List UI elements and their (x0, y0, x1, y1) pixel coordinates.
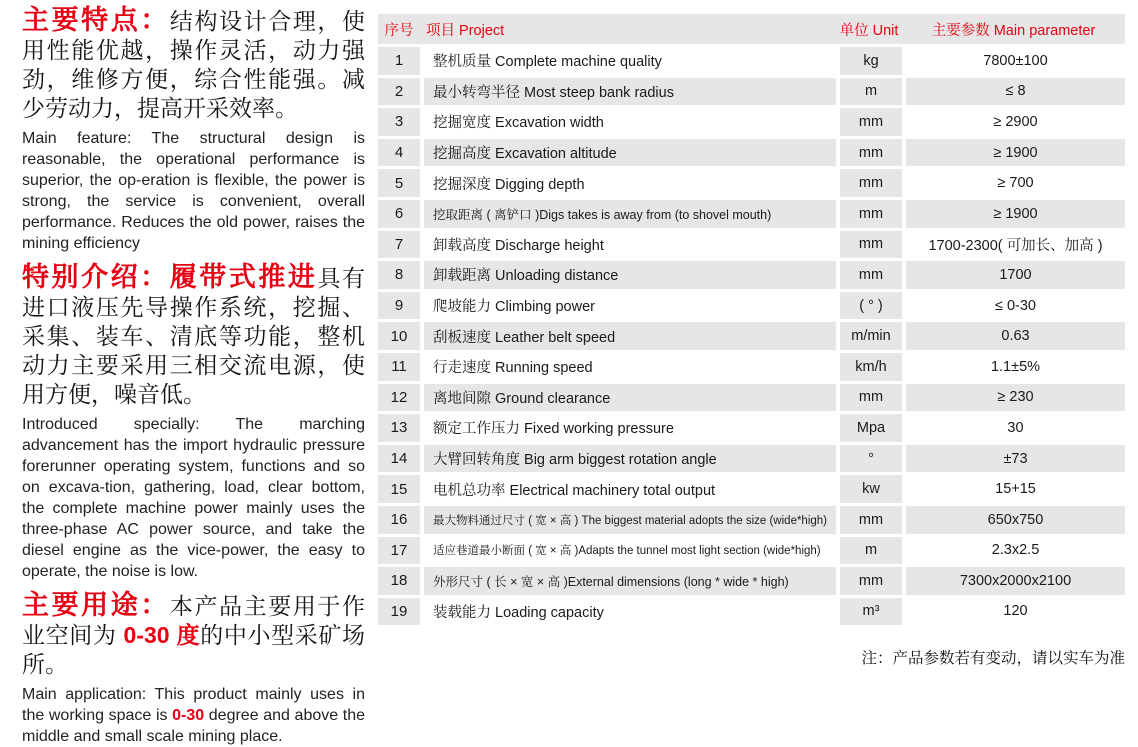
spec-table-body (378, 47, 1125, 625)
cell-param: ≤ 8 (906, 78, 1125, 106)
cell-no: 4 (378, 139, 420, 167)
table-row (378, 506, 1125, 534)
cell-project: 最小转弯半径 Most steep bank radius (424, 78, 836, 106)
cell-unit: mm (840, 108, 902, 136)
table-row (378, 567, 1125, 595)
text-segment: 本产品主要用于作业空间为 (22, 593, 366, 648)
cell-project: 爬坡能力 Climbing power (424, 292, 836, 320)
cell-param: 2.3x2.5 (906, 537, 1125, 565)
text-segment: degree and above the middle and small scale mining place. (22, 707, 365, 745)
header-param: 主要参数 Main parameter (931, 22, 1096, 39)
cell-unit: Mpa (840, 414, 902, 442)
cell-unit: m/min (840, 322, 902, 350)
cell-unit: m³ (840, 598, 902, 626)
table-row (378, 169, 1125, 197)
cell-unit: m (840, 78, 902, 106)
table-row (378, 78, 1125, 106)
cell-project: 适应巷道最小断面 ( 宽 × 高 )Adapts the tunnel most light section (wide*high) (424, 537, 836, 565)
main-features-en (22, 128, 365, 254)
text-segment: 0-30 度 (123, 622, 201, 648)
cell-no: 3 (378, 108, 420, 136)
section-heading: 主要用途： (22, 590, 170, 620)
cell-no: 6 (378, 200, 420, 228)
table-row (378, 47, 1125, 75)
table-row (378, 475, 1125, 503)
cell-unit: ( ° ) (840, 292, 902, 320)
cell-project: 行走速度 Running speed (424, 353, 836, 381)
section-heading: 特别介绍：履带式推进 (22, 262, 318, 292)
cell-no: 5 (378, 169, 420, 197)
cell-project: 卸载高度 Discharge height (424, 231, 836, 259)
cell-param: ≥ 2900 (906, 108, 1125, 136)
cell-no: 14 (378, 445, 420, 473)
cell-no: 9 (378, 292, 420, 320)
cell-param: 1700 (906, 261, 1125, 289)
cell-no: 18 (378, 567, 420, 595)
spec-table-header (378, 14, 1125, 44)
cell-param: ≤ 0-30 (906, 292, 1125, 320)
table-row (378, 414, 1125, 442)
cell-unit: mm (840, 384, 902, 412)
table-row (378, 261, 1125, 289)
cell-param: 1700-2300( 可加长、加高 ) (906, 231, 1125, 259)
cell-unit: m (840, 537, 902, 565)
table-row (378, 322, 1125, 350)
special-intro-cn (22, 263, 365, 409)
cell-no: 1 (378, 47, 420, 75)
cell-project: 大臂回转角度 Big arm biggest rotation angle (424, 445, 836, 473)
table-row (378, 139, 1125, 167)
features-text-panel (22, 6, 365, 747)
cell-unit: mm (840, 567, 902, 595)
text-segment: 0-30 (172, 707, 205, 724)
cell-param: 1.1±5% (906, 353, 1125, 381)
cell-no: 19 (378, 598, 420, 626)
cell-project: 挖掘宽度 Excavation width (424, 108, 836, 136)
cell-param: ≥ 1900 (906, 139, 1125, 167)
cell-param: 7800±100 (906, 47, 1125, 75)
table-row (378, 108, 1125, 136)
table-row (378, 445, 1125, 473)
text-segment: Main application: This product mainly uses in the working space is (22, 686, 365, 724)
cell-param: 650x750 (906, 506, 1125, 534)
table-row (378, 292, 1125, 320)
cell-unit: mm (840, 139, 902, 167)
cell-project: 刮板速度 Leather belt speed (424, 322, 836, 350)
header-no: 序号 (384, 22, 414, 39)
footnote: 注：产品参数若有变动，请以实车为准 (861, 650, 1125, 668)
cell-unit: mm (840, 169, 902, 197)
table-row (378, 231, 1125, 259)
text-segment: Introduced specially: The marching advancement has the import hydraulic pressure forerunner operating system, functions and so on excava-tion, gathering, load, clear bottom, the complete machine power mainly uses the three-phase AC power source, and take the diesel engine as the vice-power, the easy to operate, the noise is low. (22, 416, 365, 580)
cell-project: 额定工作压力 Fixed working pressure (424, 414, 836, 442)
cell-no: 15 (378, 475, 420, 503)
cell-no: 11 (378, 353, 420, 381)
text-segment: Main feature: The structural design is reasonable, the operational performance is superior, the op-eration is flexible, the power is strong, the service is convenient, overall performance. Reduces the old power, raises the mining efficiency (22, 130, 365, 252)
table-row (378, 598, 1125, 626)
main-application-cn (22, 591, 365, 679)
spec-table (378, 14, 1125, 668)
cell-no: 16 (378, 506, 420, 534)
cell-param: 7300x2000x2100 (906, 567, 1125, 595)
cell-project: 挖掘深度 Digging depth (424, 169, 836, 197)
header-project: 项目 Project (426, 22, 505, 39)
cell-param: ≥ 1900 (906, 200, 1125, 228)
text-segment: 具有进口液压先导操作系统，挖掘、采集、装车、清底等功能，整机动力主要采用三相交流电源，使用方便，噪音低。 (22, 265, 366, 407)
cell-param: 0.63 (906, 322, 1125, 350)
cell-project: 离地间隙 Ground clearance (424, 384, 836, 412)
cell-no: 8 (378, 261, 420, 289)
cell-project: 卸载距离 Unloading distance (424, 261, 836, 289)
special-intro-en (22, 414, 365, 582)
main-application-en (22, 684, 365, 747)
cell-no: 13 (378, 414, 420, 442)
header-unit: 单位 Unit (839, 22, 899, 39)
cell-project: 挖掘高度 Excavation altitude (424, 139, 836, 167)
cell-unit: kw (840, 475, 902, 503)
text-segment: 的中小型采矿场所。 (22, 622, 366, 677)
cell-unit: km/h (840, 353, 902, 381)
section-heading: 主要特点： (22, 5, 170, 35)
cell-param: ±73 (906, 445, 1125, 473)
cell-project: 整机质量 Complete machine quality (424, 47, 836, 75)
cell-no: 12 (378, 384, 420, 412)
cell-param: 120 (906, 598, 1125, 626)
cell-no: 10 (378, 322, 420, 350)
cell-param: 30 (906, 414, 1125, 442)
cell-unit: mm (840, 200, 902, 228)
table-row (378, 384, 1125, 412)
cell-unit: kg (840, 47, 902, 75)
cell-unit: mm (840, 261, 902, 289)
cell-project: 装载能力 Loading capacity (424, 598, 836, 626)
main-features-cn (22, 6, 365, 123)
cell-param: ≥ 230 (906, 384, 1125, 412)
cell-no: 7 (378, 231, 420, 259)
table-row (378, 537, 1125, 565)
cell-no: 2 (378, 78, 420, 106)
cell-unit: mm (840, 231, 902, 259)
cell-project: 挖取距离 ( 离铲口 )Digs takes is away from (to shovel mouth) (424, 200, 836, 228)
cell-project: 最大物料通过尺寸 ( 宽 × 高 ) The biggest material adopts the size (wide*high) (424, 506, 836, 534)
cell-project: 外形尺寸 ( 长 × 宽 × 高 )External dimensions (long * wide * high) (424, 567, 836, 595)
cell-no: 17 (378, 537, 420, 565)
table-row (378, 353, 1125, 381)
cell-unit: ° (840, 445, 902, 473)
cell-param: 15+15 (906, 475, 1125, 503)
cell-project: 电机总功率 Electrical machinery total output (424, 475, 836, 503)
text-segment: 结构设计合理，使用性能优越，操作灵活，动力强劲，维修方便，综合性能强。减少劳动力，提高开采效率。 (22, 8, 366, 121)
cell-param: ≥ 700 (906, 169, 1125, 197)
table-row (378, 200, 1125, 228)
cell-unit: mm (840, 506, 902, 534)
